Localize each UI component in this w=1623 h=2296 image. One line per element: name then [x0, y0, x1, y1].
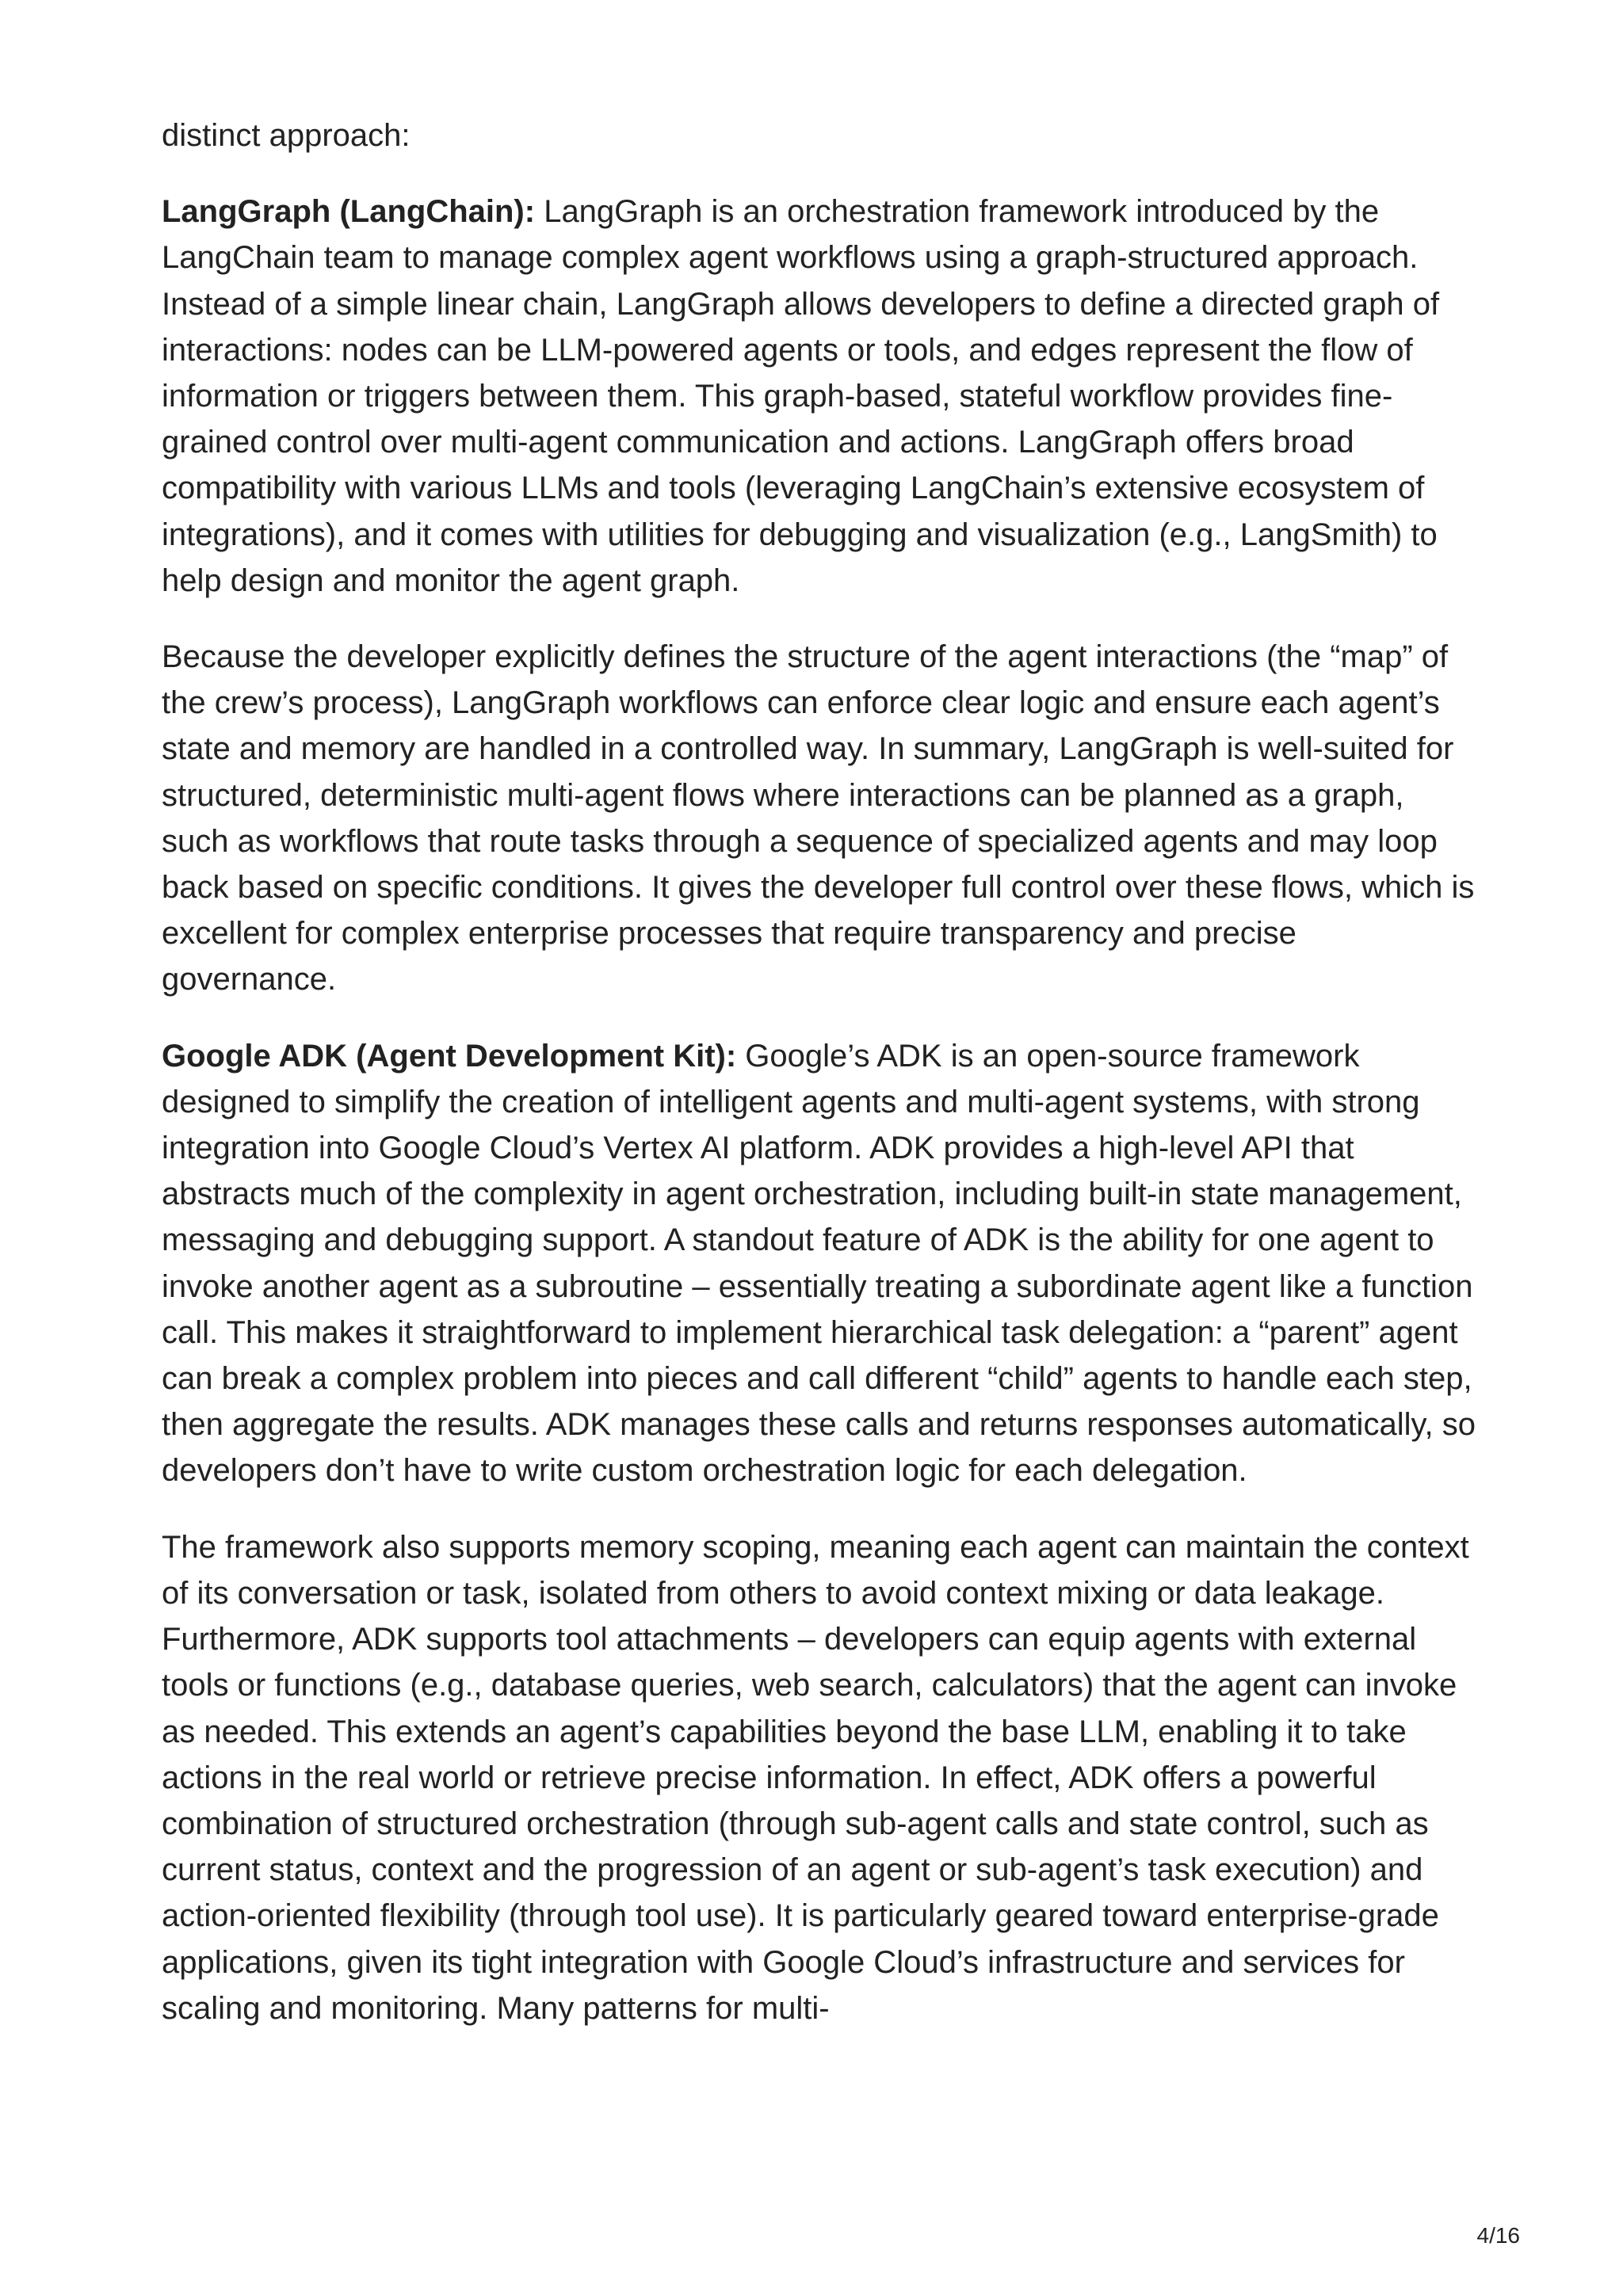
paragraph-text: LangGraph is an orchestration framework introduced by the LangChain team to manage complex agent workflows using a graph-structured approach. Instead of a simple linear chain, LangGraph allows developers to define a directed graph of interactions: nodes can be LLM-powered agents or tools, and edges represent the flow of information or triggers between them. This graph-based, stateful workflow provides fine-grained control over multi-agent communication and actions. LangGraph offers broad compatibility with various LLMs and tools (leveraging LangChain’s extensive ecosystem of integrations), and it comes with utilities for debugging and visualization (e.g., LangSmith) to help design and monitor the agent graph. — [162, 194, 1440, 598]
paragraph-lead-langgraph: LangGraph (LangChain): — [162, 194, 536, 230]
paragraph-text: The framework also supports memory scoping, meaning each agent can maintain the context of its conversation or task, isolated from others to avoid context mixing or data leakage. Furthermore, ADK supports tool attachments – developers can equip agents with external tools or functions (e.g., database queries, web search, calculators) that the agent can invoke as needed. This extends an agent’s capabilities beyond the base LLM, enabling it to take actions in the real world or retrieve precise information. In effect, ADK offers a powerful combination of structured orchestration (through sub-agent calls and state control, such as current status, context and the progression of an agent or sub-agent’s task execution) and action-oriented flexibility (through tool use). It is particularly geared toward enterprise-grade applications, given its tight integration with Google Cloud’s infrastructure and services for scaling and monitoring. Many patterns for multi- — [162, 1529, 1469, 2026]
paragraph-google-adk — [162, 1033, 1477, 1494]
paragraph-langgraph — [162, 189, 1477, 604]
paragraph-intro-continuation — [162, 113, 1477, 158]
paragraph-text: Google’s ADK is an open-source framework designed to simplify the creation of intelligent agents and multi-agent systems, with strong integration into Google Cloud’s Vertex AI platform. ADK provides a high-level API that abstracts much of the complexity in agent orchestration, including built-in state management, messaging and debugging support. A standout feature of ADK is the ability for one agent to invoke another agent as a subroutine – essentially treating a subordinate agent like a function call. This makes it straightforward to implement hierarchical task delegation: a “parent” agent can break a complex problem into pieces and call different “child” agents to handle each step, then aggregate the results. ADK manages these calls and returns responses automatically, so developers don’t have to write custom orchestration logic for each delegation. — [162, 1038, 1476, 1489]
paragraph-text: Because the developer explicitly defines the structure of the agent interactions (the “map” of the crew’s process), LangGraph workflows can enforce clear logic and ensure each agent’s state and memory are handled in a controlled way. In summary, LangGraph is well-suited for structured, deterministic multi-agent flows where interactions can be planned as a graph, such as workflows that route tasks through a sequence of specialized agents and may loop back based on specific conditions. It gives the developer full control over these flows, which is excellent for complex enterprise processes that require transparency and precise governance. — [162, 639, 1475, 997]
paragraph-adk-memory — [162, 1524, 1477, 2031]
document-body — [162, 113, 1477, 2031]
page-number: 4/16 — [1476, 2223, 1520, 2248]
paragraph-lead-google-adk: Google ADK (Agent Development Kit): — [162, 1038, 737, 1074]
paragraph-langgraph-summary — [162, 634, 1477, 1003]
paragraph-text: distinct approach: — [162, 118, 411, 153]
